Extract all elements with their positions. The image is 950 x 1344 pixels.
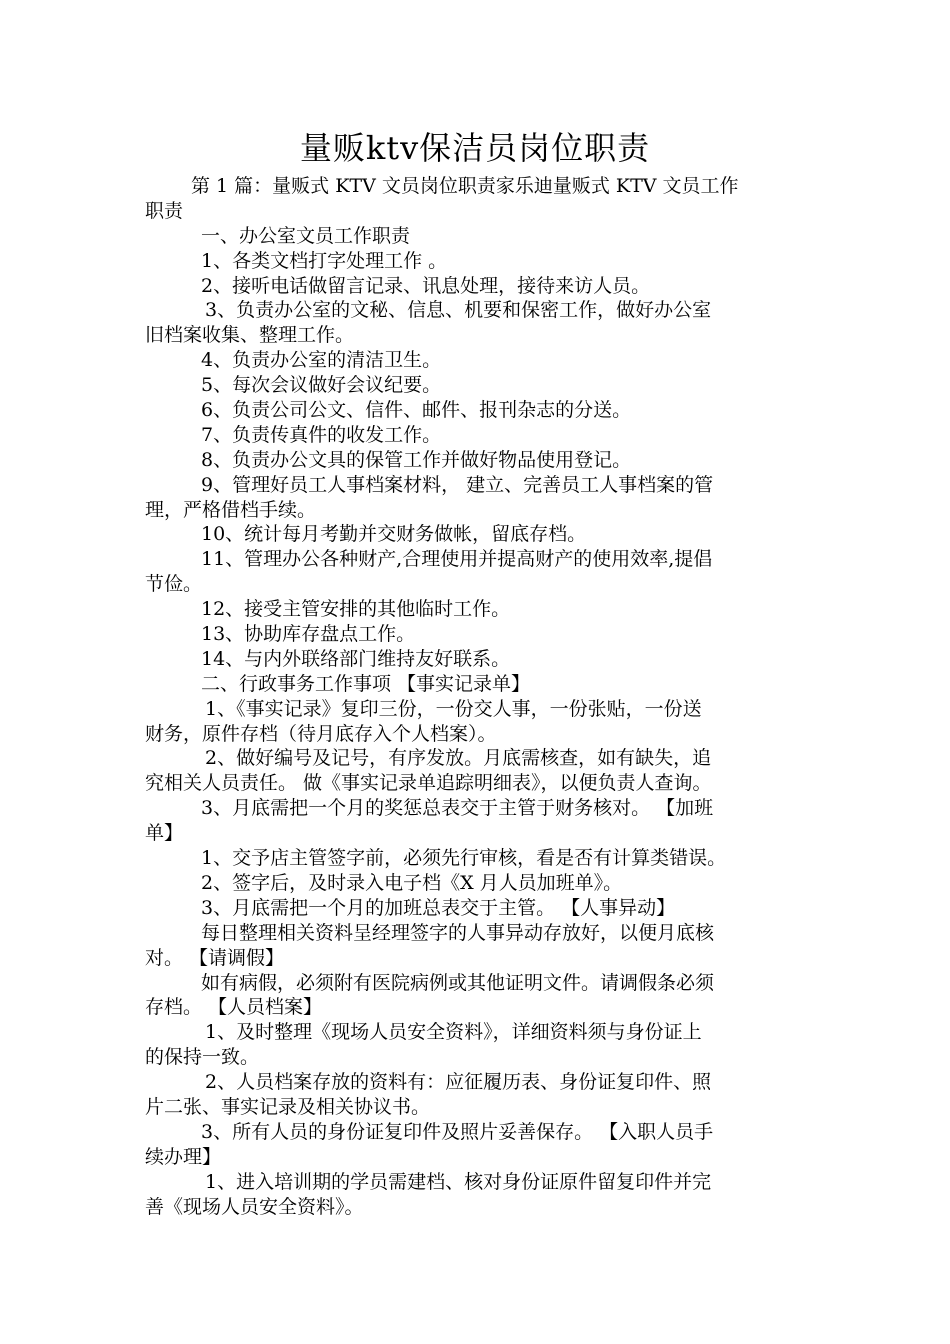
text-line: 14、与内外联络部门维持友好联系。 (201, 647, 511, 670)
text-line: 6、负责公司公文、信件、邮件、报刊杂志的分送。 (201, 399, 632, 422)
text-line: 的保持一致。 (145, 1046, 260, 1069)
text-line: 12、接受主管安排的其他临时工作。 (201, 598, 511, 621)
text-line: 8、负责办公文具的保管工作并做好物品使用登记。 (201, 448, 632, 471)
text-line: 2、人员档案存放的资料有：应征履历表、身份证复印件、照 (205, 1071, 712, 1094)
text-line: 职责 (145, 199, 184, 222)
document-title: 量贩ktv保洁员岗位职责 (299, 129, 651, 167)
text-line: 11、管理办公各种财产,合理使用并提高财产的使用效率,提倡 (201, 548, 713, 571)
text-line: 3、负责办公室的文秘、信息、机要和保密工作，做好办公室 (205, 299, 712, 322)
text-line: 节俭。 (145, 573, 203, 596)
text-line: 7、负责传真件的收发工作。 (201, 423, 442, 446)
text-line: 片二张、事实记录及相关协议书。 (145, 1095, 431, 1118)
text-line: 10、统计每月考勤并交财务做帐，留底存档。 (201, 523, 587, 546)
text-line: 对。 【请调假】 (145, 946, 285, 969)
text-line: 一、办公室文员工作职责 (201, 224, 411, 247)
text-line: 旧档案收集、整理工作。 (145, 324, 355, 347)
text-line: 3、月底需把一个月的奖惩总表交于主管于财务核对。 【加班 (201, 797, 714, 820)
text-line: 2、做好编号及记号，有序发放。月底需核查，如有缺失，追 (205, 747, 712, 770)
text-line: 3、月底需把一个月的加班总表交于主管。 【人事异动】 (201, 896, 676, 919)
text-line: 理，严格借档手续。 (145, 498, 317, 521)
text-line: 2、签字后，及时录入电子档《X 月人员加班单》。 (201, 871, 623, 894)
text-line: 5、每次会议做好会议纪要。 (201, 374, 442, 397)
text-line: 二、行政事务工作事项 【事实记录单】 (201, 672, 531, 695)
text-line: 1、及时整理《现场人员安全资料》，详细资料须与身份证上 (205, 1021, 702, 1044)
text-line: 3、所有人员的身份证复印件及照片妥善保存。 【入职人员手 (201, 1120, 714, 1143)
text-line: 第 1 篇：量贩式 KTV 文员岗位职责家乐迪量贩式 KTV 文员工作 (191, 175, 739, 197)
document-body (145, 174, 810, 1219)
text-line: 2、接听电话做留言记录、讯息处理，接待来访人员。 (201, 274, 651, 297)
text-line: 如有病假，必须附有医院病例或其他证明文件。请调假条必须 (201, 971, 715, 994)
text-line: 单】 (145, 822, 184, 845)
text-line: 4、负责办公室的清洁卫生。 (201, 349, 442, 372)
text-line: 1、《事实记录》复印三份，一份交人事，一份张贴，一份送 (205, 697, 702, 720)
text-line: 1、交予店主管签字前，必须先行审核，看是否有计算类错误。 (201, 847, 727, 870)
text-line: 善《现场人员安全资料》。 (145, 1195, 364, 1218)
text-line: 每日整理相关资料呈经理签字的人事异动存放好，以便月底核 (201, 921, 715, 944)
text-line: 1、各类文档打字处理工作 。 (201, 249, 448, 272)
text-line: 续办理】 (145, 1145, 222, 1168)
text-line: 究相关人员责任。 做《事实记录单追踪明细表》，以便负责人查询。 (145, 772, 712, 795)
text-line: 财务，原件存档（待月底存入个人档案）。 (145, 722, 497, 745)
text-line: 9、管理好员工人事档案材料， 建立、完善员工人事档案的管 (201, 473, 714, 496)
text-line: 存档。 【人员档案】 (145, 996, 323, 1019)
text-line: 1、进入培训期的学员需建档、核对身份证原件留复印件并完 (205, 1170, 712, 1193)
text-line: 13、协助库存盘点工作。 (201, 623, 416, 646)
